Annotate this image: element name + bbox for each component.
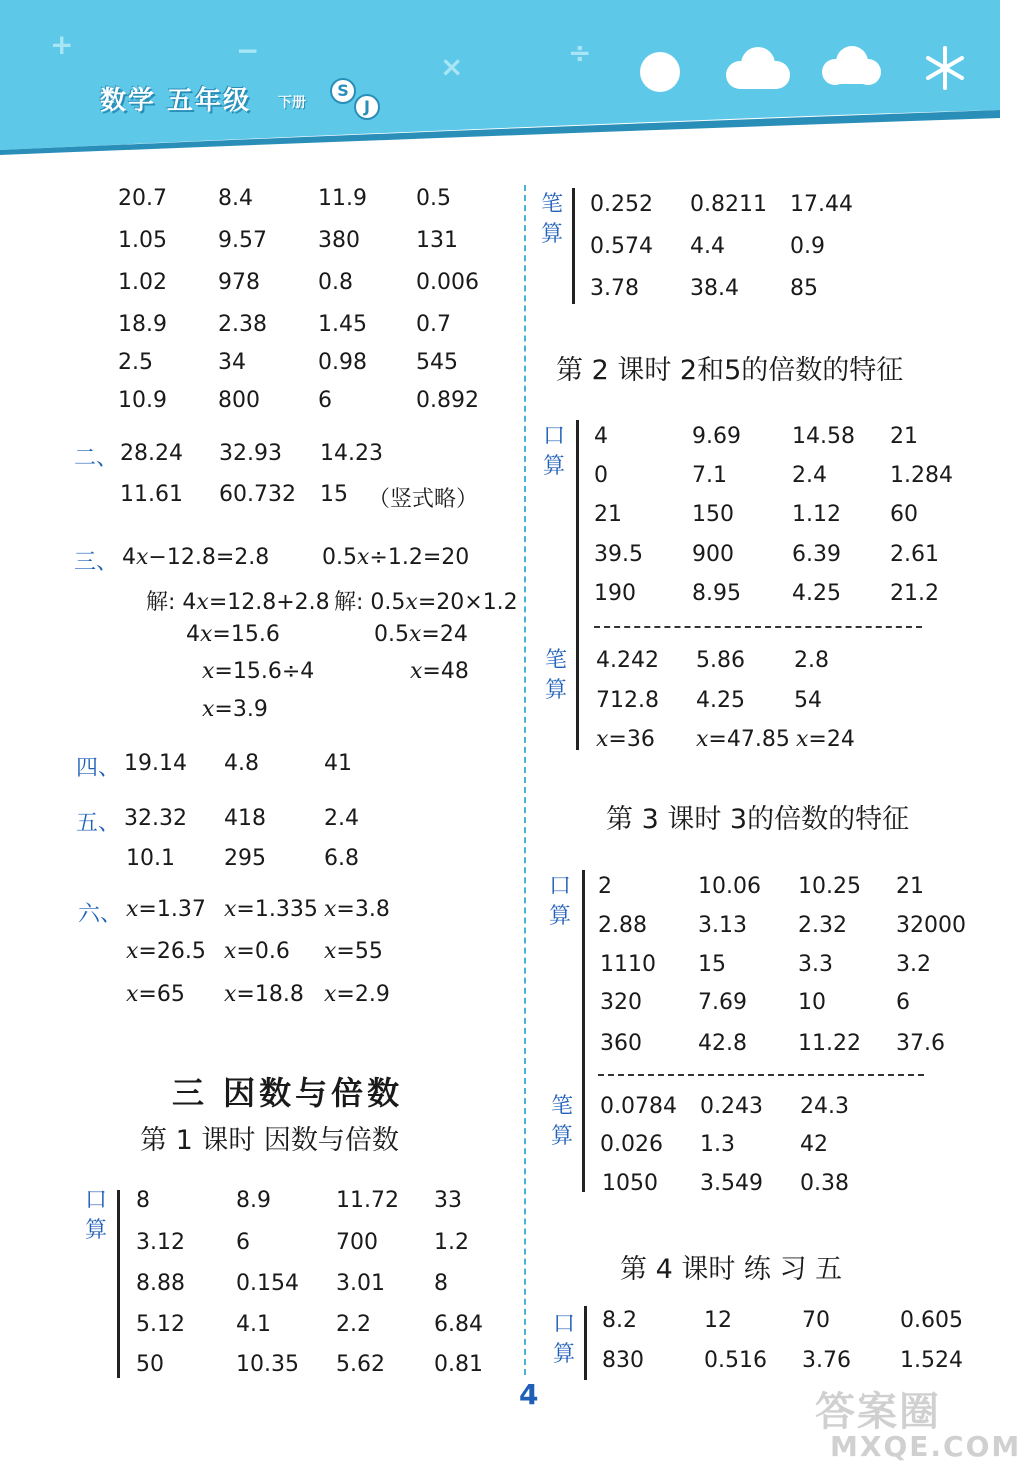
answer-cell: 418	[224, 806, 266, 831]
solution-step: 解: 4x=12.8+2.8	[146, 590, 330, 615]
answer-cell: 0.7	[416, 312, 451, 337]
answer-cell: x=65	[126, 982, 185, 1007]
answer-cell: x=24	[796, 727, 855, 752]
answer-cell: 19.14	[124, 751, 187, 776]
answer-cell: 2.88	[598, 913, 647, 938]
lesson-title: 第 2 课时 2和5的倍数的特征	[556, 355, 904, 386]
answer-cell: 6	[318, 388, 332, 413]
answer-cell: 8.88	[136, 1271, 185, 1296]
answer-cell: x=0.6	[224, 939, 290, 964]
lesson-title: 第 3 课时 3的倍数的特征	[606, 804, 910, 835]
answer-cell: 4	[594, 424, 608, 449]
section-label: 三、	[74, 550, 119, 575]
answer-cell: 10.25	[798, 874, 861, 899]
answer-cell: 8.2	[602, 1308, 637, 1333]
answer-cell: 39.5	[594, 542, 643, 567]
answer-cell: 0.006	[416, 270, 479, 295]
answer-cell: 17.44	[790, 192, 853, 217]
answer-cell: 2.4	[792, 463, 827, 488]
answer-cell: 10.35	[236, 1352, 299, 1377]
answer-cell: 0.574	[590, 234, 653, 259]
answer-cell: x=3.8	[324, 897, 390, 922]
solution-step: x=3.9	[202, 697, 268, 722]
answer-cell: 0.81	[434, 1352, 483, 1377]
answer-cell: 7.1	[692, 463, 727, 488]
section-separator	[594, 626, 922, 628]
answer-cell: 3.01	[336, 1271, 385, 1296]
answer-cell: 6.39	[792, 542, 841, 567]
answer-cell: x=2.9	[324, 982, 390, 1007]
section-label: 五、	[76, 811, 121, 836]
answer-cell: 4.1	[236, 1312, 271, 1337]
page-number: 4	[519, 1378, 539, 1411]
answer-cell: 8	[434, 1271, 448, 1296]
answer-cell: 54	[794, 688, 822, 713]
answer-cell: 0.8211	[690, 192, 767, 217]
answer-cell: 10.9	[118, 388, 167, 413]
answer-cell: 4.8	[224, 751, 259, 776]
answer-cell: 4.242	[596, 648, 659, 673]
answer-cell: 38.4	[690, 276, 739, 301]
answer-cell: 0.243	[700, 1094, 763, 1119]
section-separator	[598, 1074, 924, 1076]
answer-cell: 1050	[602, 1171, 658, 1196]
answer-cell: 2.32	[798, 913, 847, 938]
mental-calc-label: 口 算	[84, 1188, 107, 1243]
answer-cell: 2.61	[890, 542, 939, 567]
bracket-bar	[582, 870, 585, 1192]
answer-cell: 6.8	[324, 846, 359, 871]
answer-cell: 0	[594, 463, 608, 488]
answer-cell: x=1.37	[126, 897, 206, 922]
answer-cell: 4.4	[690, 234, 725, 259]
answer-cell: 360	[600, 1031, 642, 1056]
answer-cell: 15	[698, 952, 726, 977]
answer-cell: 0.252	[590, 192, 653, 217]
answer-cell: 545	[416, 350, 458, 375]
answer-cell: 32.32	[124, 806, 187, 831]
answer-cell: 2.8	[794, 648, 829, 673]
answer-cell: 0.9	[790, 234, 825, 259]
answer-cell: 24.3	[800, 1094, 849, 1119]
answer-cell: 60	[890, 502, 918, 527]
answer-cell: 11.72	[336, 1188, 399, 1213]
answer-cell: 700	[336, 1230, 378, 1255]
answer-cell: 0.8	[318, 270, 353, 295]
watermark-logo: 答案圈	[815, 1389, 941, 1435]
answer-cell: 21.2	[890, 581, 939, 606]
answer-cell: 12	[704, 1308, 732, 1333]
answer-cell: x=1.335	[224, 897, 318, 922]
answer-cell: 41	[324, 751, 352, 776]
answer-cell: 131	[416, 228, 458, 253]
minus-icon: −	[236, 34, 260, 67]
written-calc-label: 笔 算	[540, 192, 563, 247]
answer-cell: 4.25	[696, 688, 745, 713]
equation: 0.5x÷1.2=20	[322, 545, 470, 570]
answer-cell: x=55	[324, 939, 383, 964]
answer-cell: 42.8	[698, 1031, 747, 1056]
answer-cell: 2	[598, 874, 612, 899]
sun-icon	[640, 52, 680, 92]
solution-step: 4x=15.6	[186, 622, 280, 647]
solution-step: 0.5x=24	[374, 622, 468, 647]
answer-cell: 10	[798, 990, 826, 1015]
bracket-bar	[117, 1190, 120, 1378]
section-label: 二、	[74, 446, 119, 471]
answer-cell: 33	[434, 1188, 462, 1213]
answer-cell: 0.026	[600, 1132, 663, 1157]
book-volume: 下册	[278, 95, 306, 111]
divide-icon: ÷	[568, 36, 592, 69]
solution-step: 解: 0.5x=20×1.2	[334, 590, 518, 615]
answer-cell: 1110	[600, 952, 656, 977]
answer-cell: 0.605	[900, 1308, 963, 1333]
answer-cell: 10.06	[698, 874, 761, 899]
answer-cell: 5.86	[696, 648, 745, 673]
answer-cell: 1.45	[318, 312, 367, 337]
answer-cell: 8.9	[236, 1188, 271, 1213]
times-icon: ×	[440, 50, 464, 83]
section-label: 四、	[76, 756, 121, 781]
answer-cell: 34	[218, 350, 246, 375]
answer-cell: 380	[318, 228, 360, 253]
answer-cell: 14.58	[792, 424, 855, 449]
answer-cell: 50	[136, 1352, 164, 1377]
answer-cell: 32000	[896, 913, 966, 938]
bracket-bar	[572, 188, 575, 304]
answer-cell: 2.38	[218, 312, 267, 337]
answer-cell: x=47.85	[696, 727, 790, 752]
answer-cell: 320	[600, 990, 642, 1015]
lesson-title: 第 1 课时 因数与倍数	[140, 1125, 399, 1156]
answer-cell: 21	[890, 424, 918, 449]
answer-cell: 4.25	[792, 581, 841, 606]
answer-cell: 6.84	[434, 1312, 483, 1337]
book-title: 数学 五年级	[100, 86, 252, 116]
lesson-title: 第 4 课时 练 习 五	[620, 1254, 843, 1285]
answer-cell: 15	[320, 482, 348, 507]
watermark-url: MXQE.COM	[830, 1430, 1021, 1463]
answer-cell: 6	[236, 1230, 250, 1255]
answer-cell: 0.892	[416, 388, 479, 413]
answer-cell: 0.0784	[600, 1094, 677, 1119]
answer-cell: 1.12	[792, 502, 841, 527]
answer-cell: 32.93	[219, 441, 282, 466]
answer-cell: 11.61	[120, 482, 183, 507]
unit-title: 三 因数与倍数	[172, 1074, 404, 1112]
answer-cell: x=36	[596, 727, 655, 752]
answer-cell: 70	[802, 1308, 830, 1333]
answer-cell: 190	[594, 581, 636, 606]
answer-cell: 3.3	[798, 952, 833, 977]
answer-cell: 8.4	[218, 186, 253, 211]
answer-cell: 0.154	[236, 1271, 299, 1296]
answer-cell: 1.02	[118, 270, 167, 295]
answer-cell: 3.549	[700, 1171, 763, 1196]
answer-cell: 3.2	[896, 952, 931, 977]
section-label: 六、	[78, 902, 123, 927]
answer-cell: 20.7	[118, 186, 167, 211]
answer-cell: 295	[224, 846, 266, 871]
solution-step: x=15.6÷4	[202, 659, 315, 684]
answer-cell: 10.1	[126, 846, 175, 871]
mental-calc-label: 口 算	[548, 874, 571, 929]
plus-icon: +	[50, 28, 74, 61]
answer-cell: 712.8	[596, 688, 659, 713]
answer-cell: 0.516	[704, 1348, 767, 1373]
answer-cell: 85	[790, 276, 818, 301]
mental-calc-label: 口 算	[552, 1312, 575, 1367]
header-banner	[0, 0, 1000, 155]
solution-step: x=48	[410, 659, 469, 684]
answer-cell: 0.38	[800, 1171, 849, 1196]
answer-cell: 5.12	[136, 1312, 185, 1337]
answer-cell: 37.6	[896, 1031, 945, 1056]
answer-cell: 800	[218, 388, 260, 413]
answer-cell: 3.78	[590, 276, 639, 301]
answer-cell: 6	[896, 990, 910, 1015]
answer-cell: 3.13	[698, 913, 747, 938]
bracket-bar	[584, 1306, 587, 1380]
answer-cell: 5.62	[336, 1352, 385, 1377]
edition-badge-s: S	[330, 78, 356, 104]
mental-calc-label: 口 算	[542, 424, 565, 479]
answer-cell: 21	[896, 874, 924, 899]
answer-cell: 2.5	[118, 350, 153, 375]
answer-cell: 21	[594, 502, 622, 527]
answer-cell: 1.3	[700, 1132, 735, 1157]
answer-cell: 3.76	[802, 1348, 851, 1373]
answer-cell: 0.98	[318, 350, 367, 375]
written-calc-label: 笔 算	[544, 648, 567, 703]
answer-cell: 2.4	[324, 806, 359, 831]
answer-cell: 9.69	[692, 424, 741, 449]
answer-cell: 1.524	[900, 1348, 963, 1373]
answer-cell: x=18.8	[224, 982, 304, 1007]
answer-cell: 900	[692, 542, 734, 567]
answer-note: （竖式略）	[368, 487, 479, 512]
answer-cell: 1.284	[890, 463, 953, 488]
answer-cell: 830	[602, 1348, 644, 1373]
answer-cell: 1.05	[118, 228, 167, 253]
edition-badge-j: J	[354, 94, 380, 120]
answer-cell: 7.69	[698, 990, 747, 1015]
equation: 4x−12.8=2.8	[122, 545, 270, 570]
answer-cell: 978	[218, 270, 260, 295]
answer-cell: 150	[692, 502, 734, 527]
answer-cell: 0.5	[416, 186, 451, 211]
answer-cell: 42	[800, 1132, 828, 1157]
answer-cell: x=26.5	[126, 939, 206, 964]
answer-cell: 11.9	[318, 186, 367, 211]
answer-cell: 3.12	[136, 1230, 185, 1255]
answer-cell: 1.2	[434, 1230, 469, 1255]
answer-cell: 2.2	[336, 1312, 371, 1337]
answer-cell: 8	[136, 1188, 150, 1213]
answer-cell: 11.22	[798, 1031, 861, 1056]
column-divider	[524, 185, 526, 1375]
answer-cell: 8.95	[692, 581, 741, 606]
answer-cell: 28.24	[120, 441, 183, 466]
answer-cell: 9.57	[218, 228, 267, 253]
banner-background	[0, 0, 1000, 155]
answer-cell: 18.9	[118, 312, 167, 337]
written-calc-label: 笔 算	[550, 1094, 573, 1149]
answer-cell: 60.732	[219, 482, 296, 507]
bracket-bar	[576, 420, 579, 750]
answer-cell: 14.23	[320, 441, 383, 466]
